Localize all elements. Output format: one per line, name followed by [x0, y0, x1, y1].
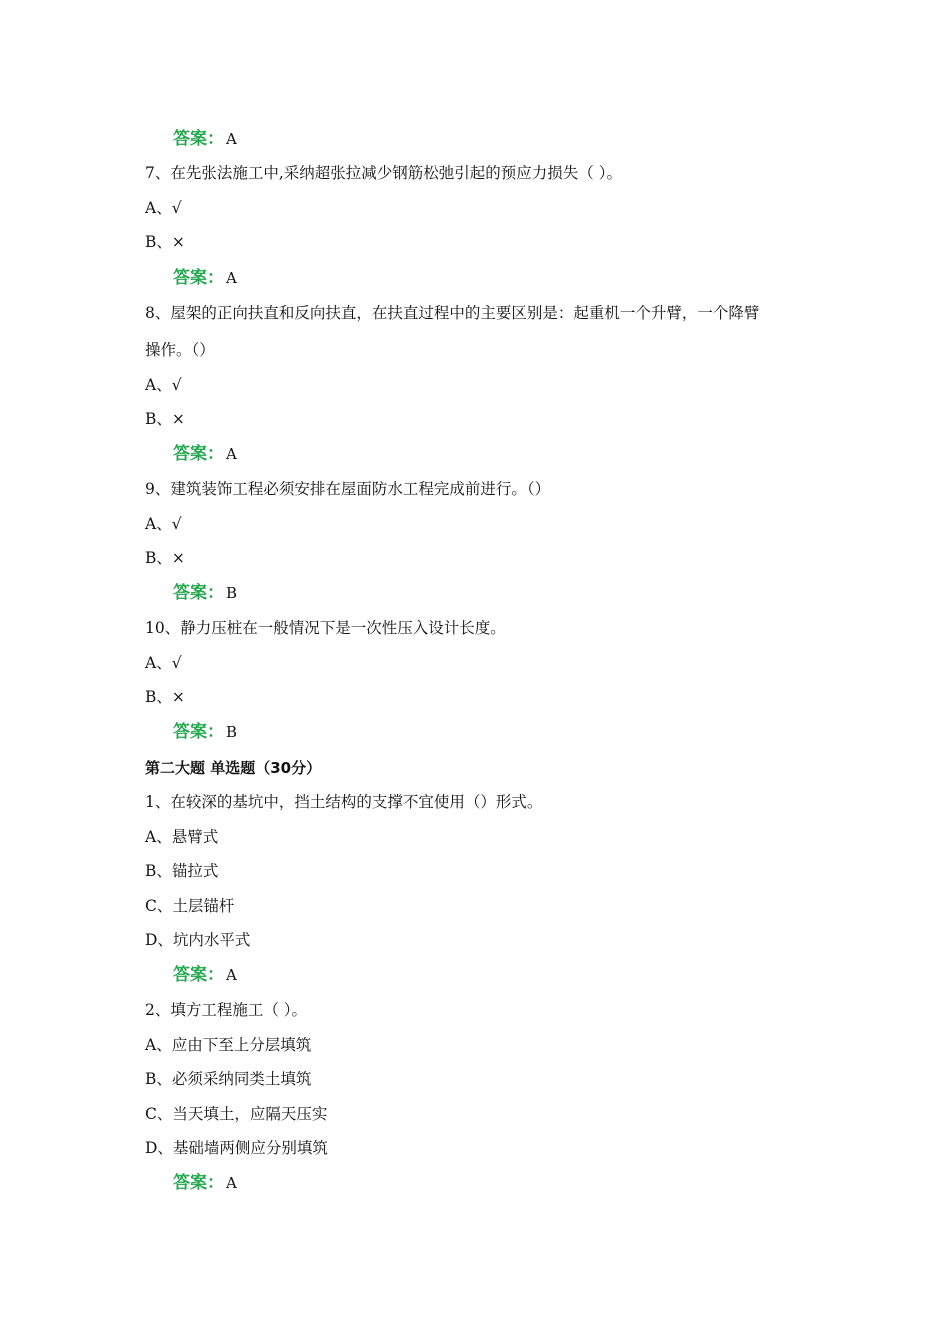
question-text: 10、静力压桩在一般情况下是一次性压入设计长度。: [145, 619, 506, 637]
answer-value: B: [226, 723, 238, 741]
answer-value: A: [226, 130, 237, 148]
answer-value: A: [226, 445, 237, 463]
answer-label: 答案：: [173, 965, 224, 985]
option-c: C、土层锚杆: [145, 897, 235, 915]
answer-label: 答案：: [173, 444, 224, 464]
answer-value: A: [226, 966, 237, 984]
option-b: B、×: [145, 549, 185, 567]
answer-value: A: [226, 1174, 237, 1192]
answer-line: [173, 583, 237, 603]
answer-value: B: [226, 584, 238, 602]
answer-label: 答案：: [173, 268, 224, 288]
question-text: 2、填方工程施工（ ）。: [145, 1001, 308, 1019]
option-a: A、悬臂式: [145, 828, 219, 846]
answer-line: [173, 268, 237, 288]
answer-label: 答案：: [173, 583, 224, 603]
option-c: C、当天填土，应隔天压实: [145, 1105, 328, 1123]
question-text: 1、在较深的基坑中，挡土结构的支撑不宜使用（）形式。: [145, 793, 543, 811]
option-d: D、坑内水平式: [145, 931, 251, 949]
question-text: 9、建筑装饰工程必须安排在屋面防水工程完成前进行。（）: [145, 480, 551, 498]
answer-label: 答案：: [173, 722, 224, 742]
option-a: A、√: [145, 199, 182, 217]
answer-label: 答案：: [173, 129, 224, 149]
option-b: B、×: [145, 688, 185, 706]
answer-value: A: [226, 269, 237, 287]
answer-line: [173, 129, 237, 149]
option-a: A、应由下至上分层填筑: [145, 1036, 312, 1054]
answer-label: 答案：: [173, 1173, 224, 1193]
option-d: D、基础墙两侧应分别填筑: [145, 1139, 328, 1157]
option-b: B、×: [145, 233, 185, 251]
option-b: B、必须采纳同类土填筑: [145, 1070, 312, 1088]
option-b: B、×: [145, 410, 185, 428]
question-text: 8、屋架的正向扶直和反向扶直，在扶直过程中的主要区别是：起重机一个升臂，一个降臂: [145, 304, 760, 322]
option-a: A、√: [145, 515, 182, 533]
answer-line: [173, 444, 237, 464]
option-a: A、√: [145, 376, 182, 394]
question-text: 7、在先张法施工中,采纳超张拉减少钢筋松弛引起的预应力损失（ ）。: [145, 164, 622, 182]
option-a: A、√: [145, 654, 182, 672]
question-text-continued: 操作。（）: [145, 341, 215, 359]
option-b: B、锚拉式: [145, 862, 219, 880]
answer-line: [173, 1173, 237, 1193]
answer-line: [173, 965, 237, 985]
section-heading: 第二大题 单选题（30分）: [145, 759, 322, 777]
answer-line: [173, 722, 237, 742]
